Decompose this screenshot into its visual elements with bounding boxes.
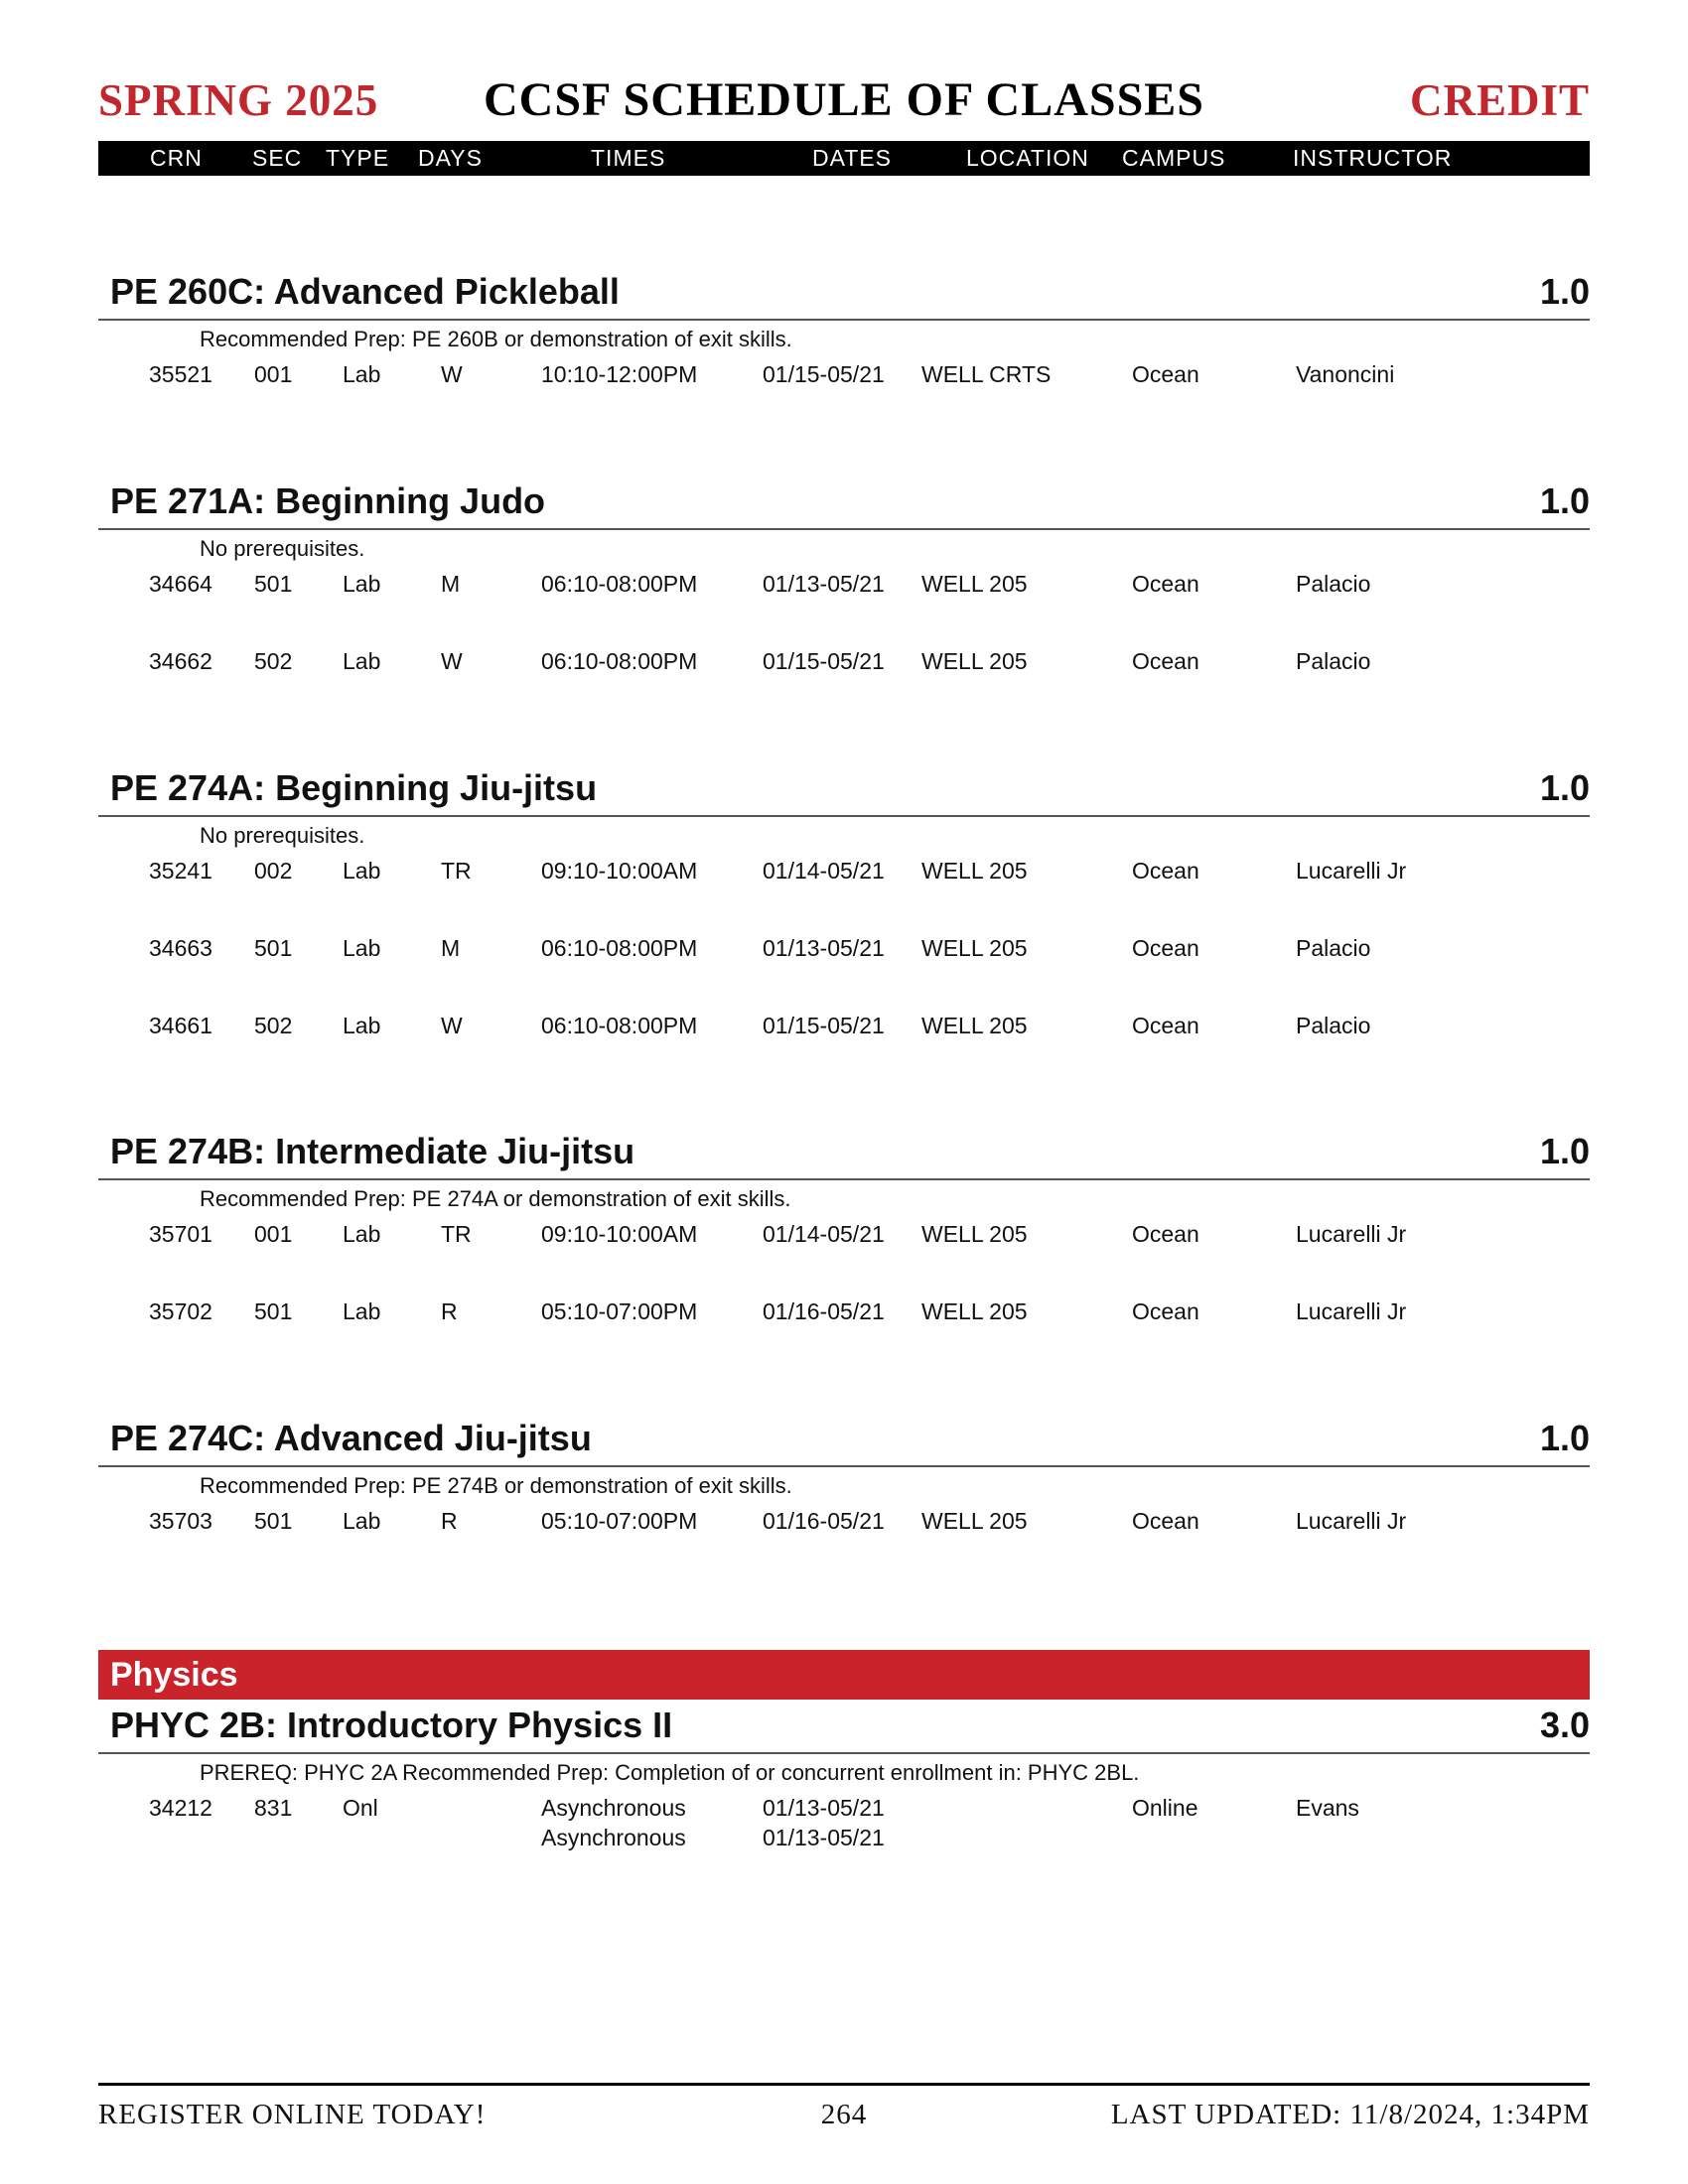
course-credits: 1.0 [1539,767,1590,808]
section-location [921,1297,1028,1326]
section-sec [254,1297,292,1326]
section-campus-value: Ocean [1132,1221,1199,1247]
section-times-value: 06:10-08:00PM [541,935,698,961]
section-instructor [1296,1219,1406,1249]
section-dates-value: 01/13-05/21 [763,571,885,597]
section-sec-value: 002 [254,858,293,884]
section-dates-value: 01/15-05/21 [763,361,885,387]
course-prerequisites: Recommended Prep: PE 260B or demonstration of exit skills. [200,327,792,351]
section-instructor [1296,933,1370,963]
section-crn-value: 34663 [149,935,212,961]
section-times [541,359,697,389]
section-location-value: WELL CRTS [921,361,1052,387]
term-label: SPRING 2025 [98,75,379,125]
section-instructor-value: Evans [1296,1795,1359,1821]
section-dates [763,359,885,389]
section-location [921,1011,1028,1040]
section-location [921,933,1028,963]
section-campus-value: Ocean [1132,361,1199,387]
section-instructor-value: Palacio [1296,935,1371,961]
course-title-rule [98,528,1590,530]
section-times [541,856,697,886]
course-credits: 1.0 [1539,271,1590,312]
section-dates-value-2: 01/13-05/21 [763,1825,885,1850]
course-credits: 3.0 [1539,1705,1590,1745]
section-type-value: Lab [343,1508,381,1534]
section-dates-value: 01/16-05/21 [763,1298,885,1324]
section-instructor [1296,1506,1406,1536]
section-campus-value: Ocean [1132,1013,1199,1038]
section-type [343,646,380,676]
section-type [343,856,380,886]
section-campus-value: Ocean [1132,1508,1199,1534]
section-instructor [1296,359,1394,389]
section-instructor [1296,1297,1406,1326]
section-location-value: WELL 205 [921,1013,1028,1038]
section-sec [254,569,292,599]
section-sec [254,856,292,886]
section-location-value: WELL 205 [921,1298,1028,1324]
last-updated-text: LAST UPDATED: 11/8/2024, 1:34PM [1110,2099,1590,2130]
course-prerequisites: No prerequisites. [200,536,365,561]
section-sec [254,646,292,676]
column-header-campus: CAMPUS [1122,145,1226,171]
section-times [541,1297,697,1326]
section-crn-value: 35521 [149,361,212,387]
section-type-value: Lab [343,1221,381,1247]
section-crn [149,1506,212,1536]
section-type [343,1506,380,1536]
section-sec [254,1011,292,1040]
section-instructor [1296,569,1370,599]
section-location-value: WELL 205 [921,1221,1028,1247]
course-credits: 1.0 [1539,1131,1590,1171]
section-instructor-value: Lucarelli Jr [1296,1508,1407,1534]
page-title: CCSF SCHEDULE OF CLASSES [484,73,1204,126]
section-dates [763,1297,885,1326]
section-sec-value: 501 [254,1298,293,1324]
section-type-value: Lab [343,648,381,674]
section-days [441,1297,458,1326]
section-campus [1132,1793,1197,1823]
section-sec [254,933,292,963]
section-sec [254,1506,292,1536]
section-location [921,569,1028,599]
course-title: PE 274B: Intermediate Jiu-jitsu [110,1131,635,1171]
section-campus [1132,1506,1199,1536]
section-dates [763,933,885,963]
section-times [541,1219,697,1249]
section-crn [149,1297,212,1326]
section-instructor-value: Vanoncini [1296,361,1395,387]
section-sec [254,359,292,389]
section-sec-value: 001 [254,361,293,387]
section-type-value: Lab [343,935,381,961]
section-days-value: R [441,1298,458,1324]
section-dates [763,1793,885,1852]
course-title-rule [98,319,1590,321]
section-type [343,1793,378,1823]
section-dates [763,1219,885,1249]
column-header-times: TIMES [591,145,666,171]
section-crn [149,933,212,963]
section-times [541,933,697,963]
section-times-value: 10:10-12:00PM [541,361,698,387]
section-location-value: WELL 205 [921,571,1028,597]
section-instructor [1296,1793,1359,1823]
section-instructor-value: Palacio [1296,648,1371,674]
section-times [541,1506,697,1536]
course-credits: 1.0 [1539,480,1590,521]
section-sec [254,1793,292,1823]
credit-type-label: CREDIT [1409,75,1590,125]
section-campus-value: Ocean [1132,571,1199,597]
section-dates [763,856,885,886]
section-type [343,569,380,599]
section-days-value: TR [441,1221,472,1247]
section-times [541,569,697,599]
section-crn-value: 35241 [149,858,212,884]
section-location-value: WELL 205 [921,858,1028,884]
section-instructor-value: Palacio [1296,571,1371,597]
section-dates [763,646,885,676]
section-sec-value: 501 [254,1508,293,1534]
section-campus-value: Ocean [1132,1298,1199,1324]
section-instructor [1296,1011,1370,1040]
section-days [441,933,460,963]
course-prerequisites: Recommended Prep: PE 274B or demonstration of exit skills. [200,1473,792,1498]
section-days-value: W [441,648,463,674]
section-instructor-value: Lucarelli Jr [1296,1221,1407,1247]
section-instructor [1296,856,1406,886]
course-title: PE 271A: Beginning Judo [110,480,546,521]
section-location [921,856,1028,886]
course-credits: 1.0 [1539,1418,1590,1458]
section-times-value: 06:10-08:00PM [541,648,698,674]
section-dates-value: 01/15-05/21 [763,648,885,674]
section-campus [1132,933,1199,963]
section-times-value: 09:10-10:00AM [541,858,698,884]
section-campus [1132,1011,1199,1040]
section-type [343,933,380,963]
section-crn-value: 35703 [149,1508,212,1534]
section-times-value: 05:10-07:00PM [541,1508,698,1534]
section-type-value: Lab [343,571,381,597]
section-location [921,359,1051,389]
section-type-value: Onl [343,1795,378,1821]
section-dates-value: 01/15-05/21 [763,1013,885,1038]
footer-rule [98,2083,1590,2086]
column-header-dates: DATES [812,145,892,171]
section-days-value: W [441,361,463,387]
section-dates-value: 01/14-05/21 [763,1221,885,1247]
section-sec-value: 501 [254,935,293,961]
section-sec-value: 502 [254,1013,293,1038]
section-times-value: Asynchronous [541,1795,686,1821]
column-header-location: LOCATION [966,145,1089,171]
section-type [343,1011,380,1040]
section-crn [149,569,212,599]
section-times-value: 06:10-08:00PM [541,571,698,597]
section-days [441,1011,463,1040]
section-times-value: 06:10-08:00PM [541,1013,698,1038]
course-title-rule [98,1752,1590,1754]
section-days-value: TR [441,858,472,884]
section-instructor-value: Palacio [1296,1013,1371,1038]
course-prerequisites: No prerequisites. [200,823,365,848]
section-crn-value: 34661 [149,1013,212,1038]
section-campus [1132,856,1199,886]
register-online-text: REGISTER ONLINE TODAY! [98,2099,487,2130]
section-times [541,1011,697,1040]
section-sec-value: 831 [254,1795,293,1821]
section-days [441,569,460,599]
section-dates-value: 01/13-05/21 [763,935,885,961]
section-type-value: Lab [343,1013,381,1038]
section-days-value: M [441,571,461,597]
column-header-sec: SEC [252,145,303,171]
section-days-value: W [441,1013,463,1038]
section-dates [763,569,885,599]
course-title: PE 260C: Advanced Pickleball [110,271,620,312]
section-campus [1132,359,1199,389]
course-title: PE 274A: Beginning Jiu-jitsu [110,767,598,808]
section-type [343,1297,380,1326]
section-campus [1132,1297,1199,1326]
section-crn [149,1011,212,1040]
section-times-value: 09:10-10:00AM [541,1221,698,1247]
section-crn [149,856,212,886]
section-dates [763,1506,885,1536]
section-instructor-value: Lucarelli Jr [1296,858,1407,884]
section-crn [149,646,212,676]
section-crn [149,1219,212,1249]
section-days [441,1219,472,1249]
course-title: PE 274C: Advanced Jiu-jitsu [110,1418,592,1458]
section-sec-value: 501 [254,571,293,597]
section-times [541,646,697,676]
column-header-instructor: INSTRUCTOR [1293,145,1453,171]
section-crn [149,1793,212,1823]
course-prerequisites: Recommended Prep: PE 274A or demonstration of exit skills. [200,1186,791,1211]
section-dates-value: 01/13-05/21 [763,1795,885,1821]
section-location [921,1506,1028,1536]
page-number: 264 [820,2099,868,2130]
section-days [441,359,463,389]
section-crn-value: 34662 [149,648,212,674]
section-type-value: Lab [343,1298,381,1324]
section-instructor-value: Lucarelli Jr [1296,1298,1407,1324]
course-prerequisites: PREREQ: PHYC 2A Recommended Prep: Completion of or concurrent enrollment in: PHYC 2BL. [200,1760,1140,1785]
section-location [921,1219,1028,1249]
column-header-crn: CRN [150,145,203,171]
column-header-type: TYPE [326,145,390,171]
section-crn [149,359,212,389]
section-campus-value: Ocean [1132,858,1199,884]
column-header-bar [98,141,1590,176]
department-title: Physics [110,1656,238,1694]
section-sec [254,1219,292,1249]
section-dates-value: 01/14-05/21 [763,858,885,884]
section-crn-value: 35702 [149,1298,212,1324]
section-sec-value: 001 [254,1221,293,1247]
section-location-value: WELL 205 [921,935,1028,961]
section-crn-value: 34212 [149,1795,212,1821]
section-instructor [1296,646,1370,676]
section-type-value: Lab [343,858,381,884]
section-dates [763,1011,885,1040]
section-days-value: M [441,935,461,961]
section-days [441,856,472,886]
section-location [921,646,1028,676]
course-title: PHYC 2B: Introductory Physics II [110,1705,673,1745]
section-location-value: WELL 205 [921,648,1028,674]
column-header-days: DAYS [418,145,483,171]
section-campus [1132,646,1199,676]
section-type-value: Lab [343,361,381,387]
section-location-value: WELL 205 [921,1508,1028,1534]
section-campus-value: Ocean [1132,648,1199,674]
section-days [441,646,463,676]
section-times-value-2: Asynchronous [541,1825,686,1850]
section-campus-value: Online [1132,1795,1198,1821]
section-times-value: 05:10-07:00PM [541,1298,698,1324]
section-crn-value: 35701 [149,1221,212,1247]
section-type [343,359,380,389]
course-title-rule [98,1465,1590,1467]
course-title-rule [98,815,1590,817]
section-dates-value: 01/16-05/21 [763,1508,885,1534]
course-title-rule [98,1178,1590,1180]
section-type [343,1219,380,1249]
department-banner [98,1650,1590,1700]
section-campus [1132,1219,1199,1249]
section-crn-value: 34664 [149,571,212,597]
section-times [541,1793,686,1852]
section-days-value: R [441,1508,458,1534]
section-campus [1132,569,1199,599]
section-days [441,1506,458,1536]
section-sec-value: 502 [254,648,293,674]
section-campus-value: Ocean [1132,935,1199,961]
